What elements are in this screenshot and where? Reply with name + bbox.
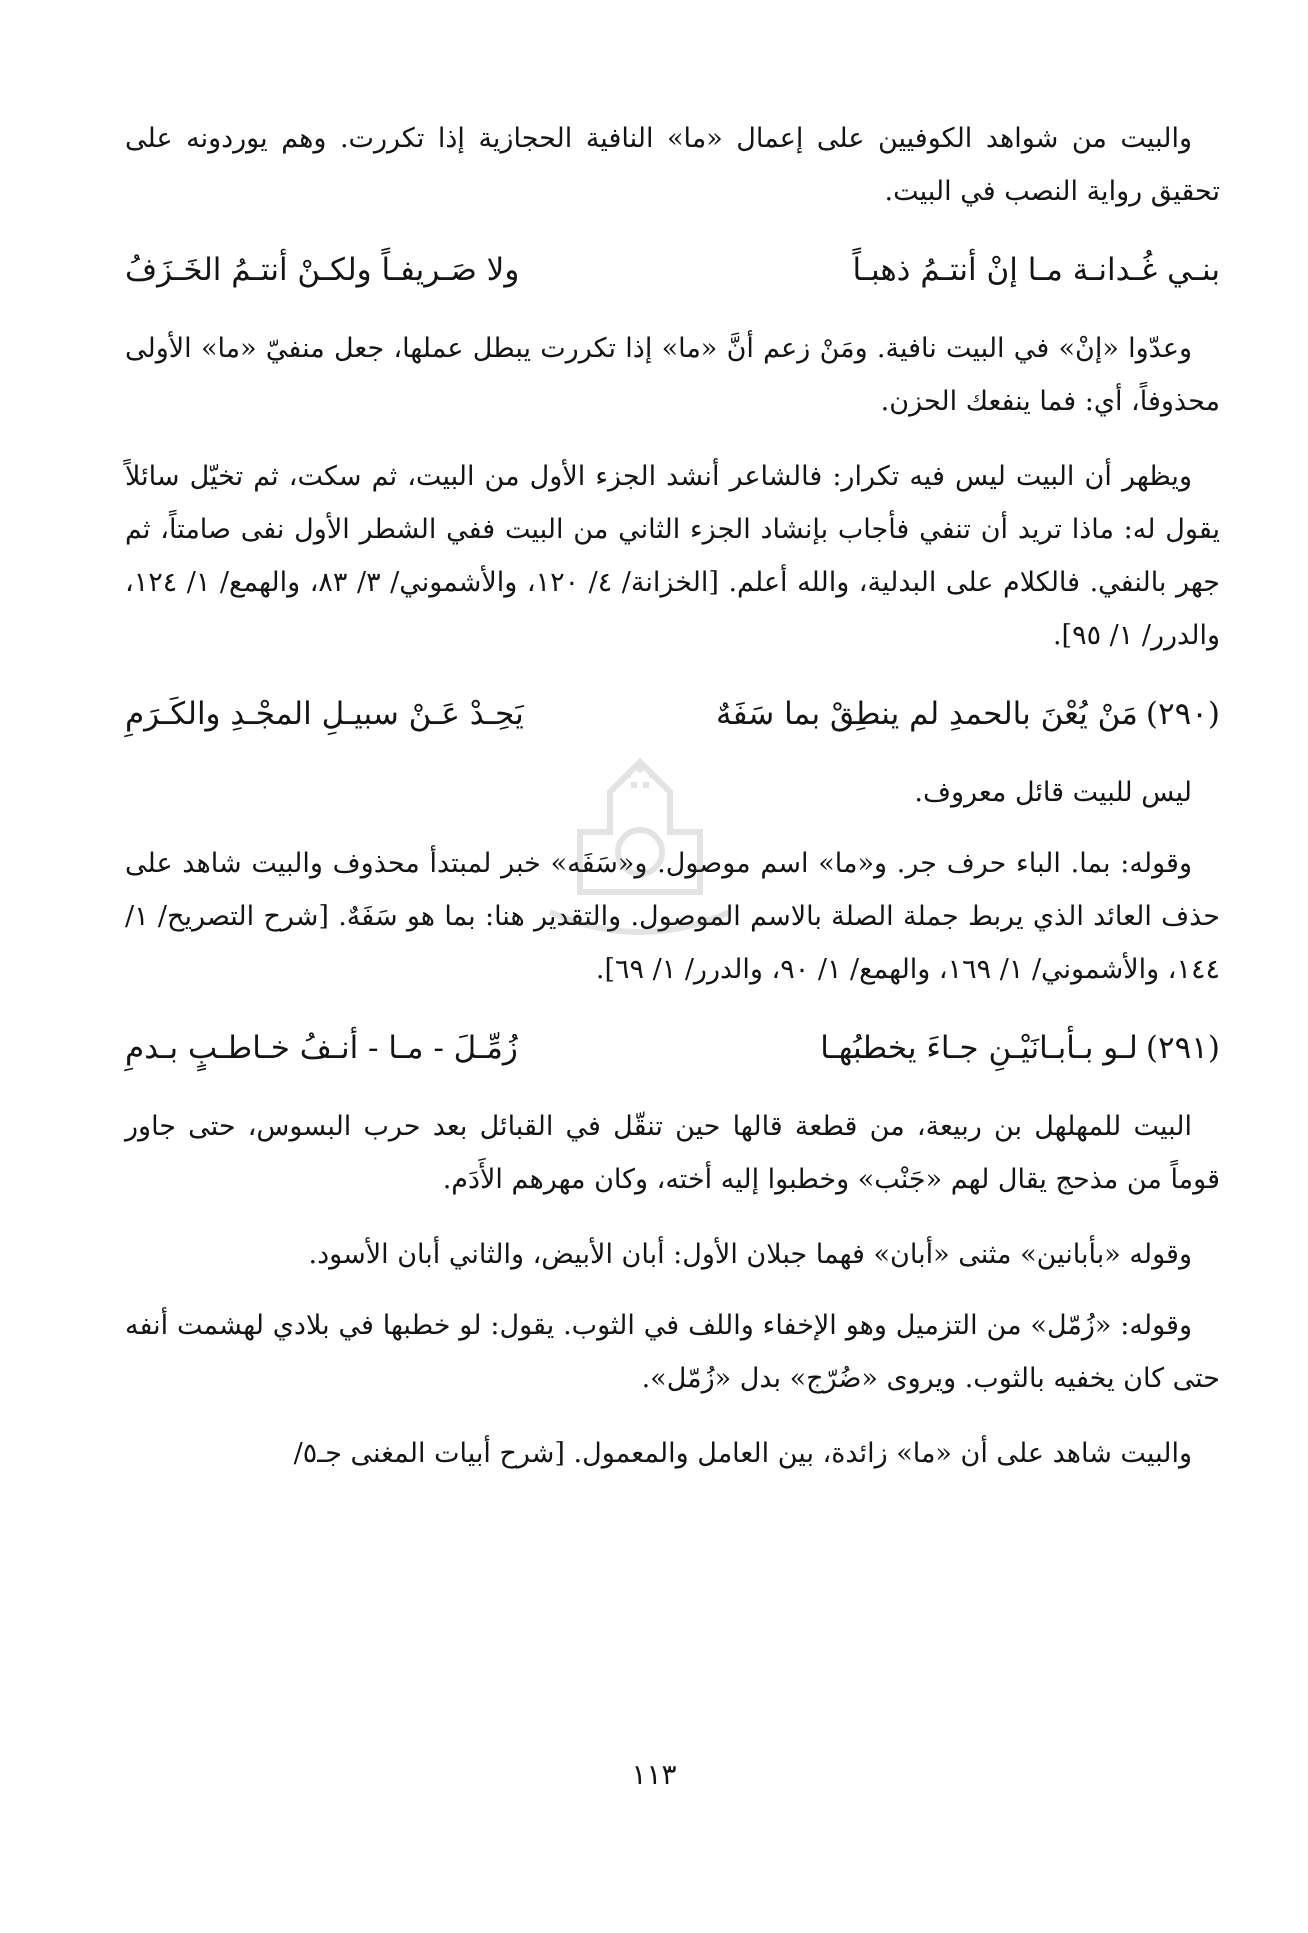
paragraph-7: وقوله «بأبانين» مثنى «أبان» فهما جبلان الأول: أبان الأبيض، والثاني أبان الأسود. [308, 1239, 1192, 1270]
verse-first-hemistich: لـو بـأبـانَيْـنِ جـاءَ يخطبُهـا [820, 1030, 1138, 1066]
library-seal-icon [520, 742, 760, 962]
verse-khazaf [125, 240, 1220, 300]
verse-number: (٢٩١) [1145, 1030, 1220, 1066]
paragraph-6: البيت للمهلهل بن ربيعة، من قطعة قالها حين تنقّل في القبائل بعد حرب البسوس، حتى جاور قوماً من مذحج يقال لهم «جَنْب» وخطبوا إليه أخته، وكان مهرهم الأَدَم. [125, 1111, 1220, 1195]
verse-291-first [820, 1018, 1220, 1078]
paragraph-8: وقوله: «زُمّل» من التزميل وهو الإخفاء واللف في الثوب. يقول: لو خطبها في بلادي لهشمت أنفه حتى كان يخفيه بالثوب. ويروى «ضُرّج» بدل «زُمّل». [125, 1310, 1220, 1394]
verse-second-hemistich: ولا صَـريفـاً ولكـنْ أنتـمُ الخَـزَفُ [125, 252, 520, 288]
verse-290-first [716, 684, 1220, 744]
page-number: ١١٣ [631, 1758, 677, 1791]
paragraph-1: والبيت من شواهد الكوفيين على إعمال «ما» النافية الحجازية إذا تكررت. وهم يوردونه على تحقيق رواية النصب في البيت. [125, 123, 1220, 207]
verse-290 [125, 684, 1220, 744]
verse-second-hemistich: زُمِّـلَ - مـا - أنـفُ خـاطـبٍ بـدمِ [125, 1030, 518, 1066]
paragraph-9: والبيت شاهد على أن «ما» زائدة، بين العامل والمعمول. [شرح أبيات المغنى جـ٥/ [293, 1438, 1192, 1469]
verse-first-hemistich: مَنْ يُعْنَ بالحمدِ لم ينطِقْ بما سَفَهٌ [715, 696, 1138, 732]
verse-291 [125, 1018, 1220, 1078]
paragraph-5: وقوله: بما. الباء حرف جر. و«ما» اسم موصول. و«سَفَه» خبر لمبتدأ محذوف والبيت شاهد على حذف العائد الذي يربط جملة الصلة بالاسم الموصول. والتقدير هنا: بما هو سَفَهٌ. [شرح التصريح/ ١/ ١٤٤، والأشموني/ ١/ ١٦٩، والهمع/ ١/ ٩٠، والدرر/ ١/ ٦٩]. [125, 848, 1220, 985]
verse-first-hemistich: بنـي غُـدانـة مـا إنْ أنتـمُ ذهبـاً [852, 252, 1220, 288]
paragraph-3: ويظهر أن البيت ليس فيه تكرار: فالشاعر أنشد الجزء الأول من البيت، ثم سكت، ثم تخيّل سائلاً يقول له: ماذا تريد أن تنفي فأجاب بإنشاد الجزء الثاني من البيت ففي الشطر الأول نفى صامتاً، ثم جهر بالنفي. فالكلام على البدلية، والله أعلم. [الخزانة/ ٤/ ١٢٠، والأشموني/ ٣/ ٨٣، والهمع/ ١/ ١٢٤، والدرر/ ١/ ٩٥]. [125, 461, 1221, 651]
verse-number: (٢٩٠) [1145, 696, 1220, 732]
paragraph-2: وعدّوا «إنْ» في البيت نافية. ومَنْ زعم أنَّ «ما» إذا تكررت يبطل عملها، جعل منفيّ «ما» الأولى محذوفاً، أي: فما ينفعك الحزن. [125, 333, 1220, 417]
paragraph-4: ليس للبيت قائل معروف. [914, 777, 1192, 808]
verse-second-hemistich: يَحِـدْ عَـنْ سبيـلِ المجْـدِ والكَـرَمِ [125, 696, 524, 732]
